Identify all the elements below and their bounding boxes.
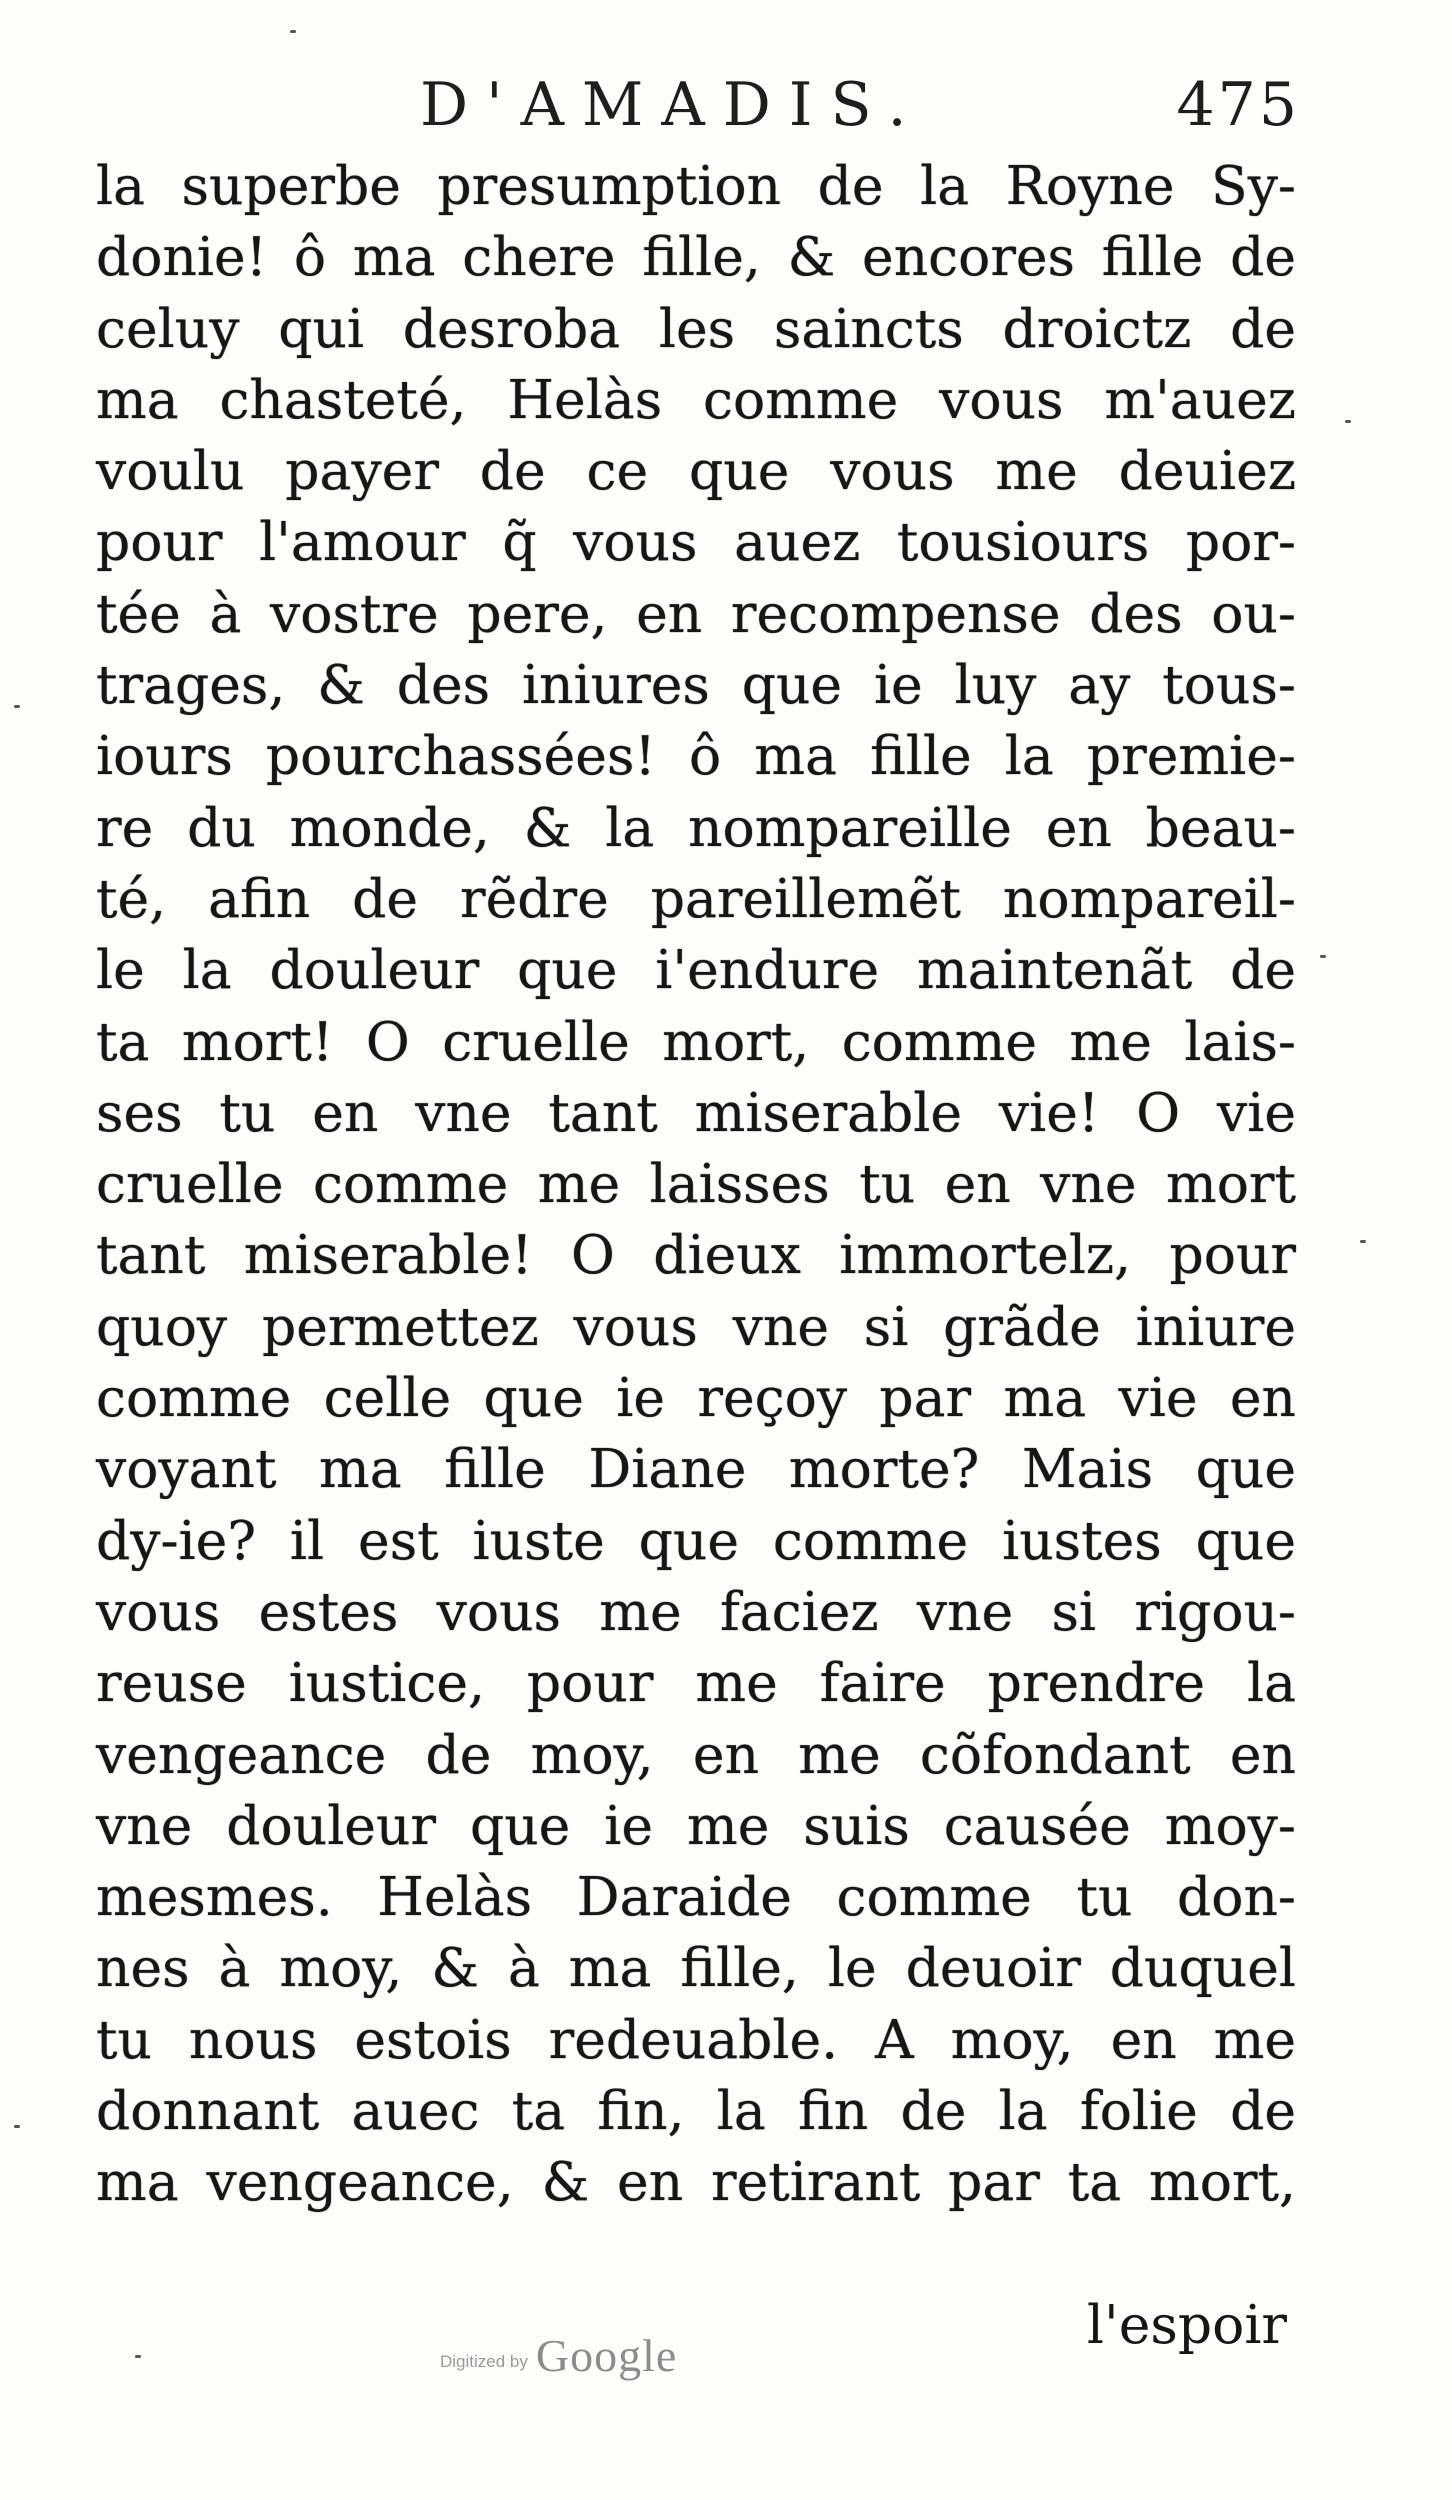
page-header: [420, 70, 1300, 150]
text-line: voyant ma fille Diane morte? Mais que: [96, 1437, 1296, 1501]
text-line: tée à vostre pere, en recompense des ou-: [96, 581, 1296, 645]
text-line: ta mort! O cruelle mort, comme me lais-: [96, 1009, 1296, 1073]
scan-speck: [290, 30, 296, 33]
text-line: pour l'amour q̃ vous auez tousiours por-: [96, 510, 1296, 574]
digitized-by-label: Digitized by: [440, 2352, 528, 2371]
scan-speck: [135, 2355, 141, 2358]
text-line: le la douleur que i'endure maintenãt de: [96, 938, 1296, 1002]
digitized-watermark: [440, 2322, 677, 2382]
text-line: voulu payer de ce que vous me deuiez: [96, 439, 1296, 503]
text-line: tant miserable! O dieux immortelz, pour: [96, 1223, 1296, 1287]
text-line: vne douleur que ie me suis causée moy-: [96, 1793, 1296, 1857]
text-line: iours pourchassées! ô ma fille la premie-: [96, 724, 1296, 788]
text-line: comme celle que ie reçoy par ma vie en: [96, 1366, 1296, 1430]
text-line: la superbe presumption de la Royne Sy-: [96, 154, 1296, 217]
scan-speck: [1345, 420, 1351, 423]
text-line: cruelle comme me laisses tu en vne mort: [96, 1152, 1296, 1216]
text-line: celuy qui desroba les saincts droictz de: [96, 296, 1296, 360]
text-line: reuse iustice, pour me faire prendre la: [96, 1651, 1296, 1715]
text-line: dy-ie? il est iuste que comme iustes que: [96, 1508, 1296, 1572]
text-line: donie! ô ma chere fille, & encores fille de: [96, 225, 1296, 289]
google-logo: Google: [535, 2330, 678, 2381]
text-line: té, afin de rẽdre pareillemẽt nompareil-: [96, 866, 1296, 930]
text-line: quoy permettez vous vne si grãde iniure: [96, 1294, 1296, 1358]
text-line: ma vengeance, & en retirant par ta mort,: [96, 2150, 1296, 2214]
text-line: vengeance de moy, en me cõfondant en: [96, 1722, 1296, 1786]
scan-speck: [14, 2125, 20, 2128]
text-line: tu nous estois redeuable. A moy, en me: [96, 2007, 1296, 2071]
text-line: ses tu en vne tant miserable vie! O vie: [96, 1080, 1296, 1144]
text-line: vous estes vous me faciez vne si rigou-: [96, 1579, 1296, 1643]
scan-speck: [1360, 1240, 1366, 1243]
page-number: 475: [1176, 70, 1300, 140]
scan-speck: [1320, 955, 1326, 958]
running-title: D'AMADIS.: [420, 70, 925, 140]
text-line: mesmes. Helàs Daraide comme tu don-: [96, 1865, 1296, 1929]
text-line: ma chasteté, Helàs comme vous m'auez: [96, 367, 1296, 431]
catchword: l'espoir: [1086, 2293, 1287, 2356]
text-line: re du monde, & la nompareille en beau-: [96, 795, 1296, 859]
text-line: donnant auec ta fin, la fin de la folie de: [96, 2079, 1296, 2143]
text-line: trages, & des iniures que ie luy ay tous-: [96, 653, 1296, 717]
scan-speck: [14, 705, 20, 708]
body-text: [96, 150, 1296, 2218]
text-line: nes à moy, & à ma fille, le deuoir duquel: [96, 1936, 1296, 2000]
